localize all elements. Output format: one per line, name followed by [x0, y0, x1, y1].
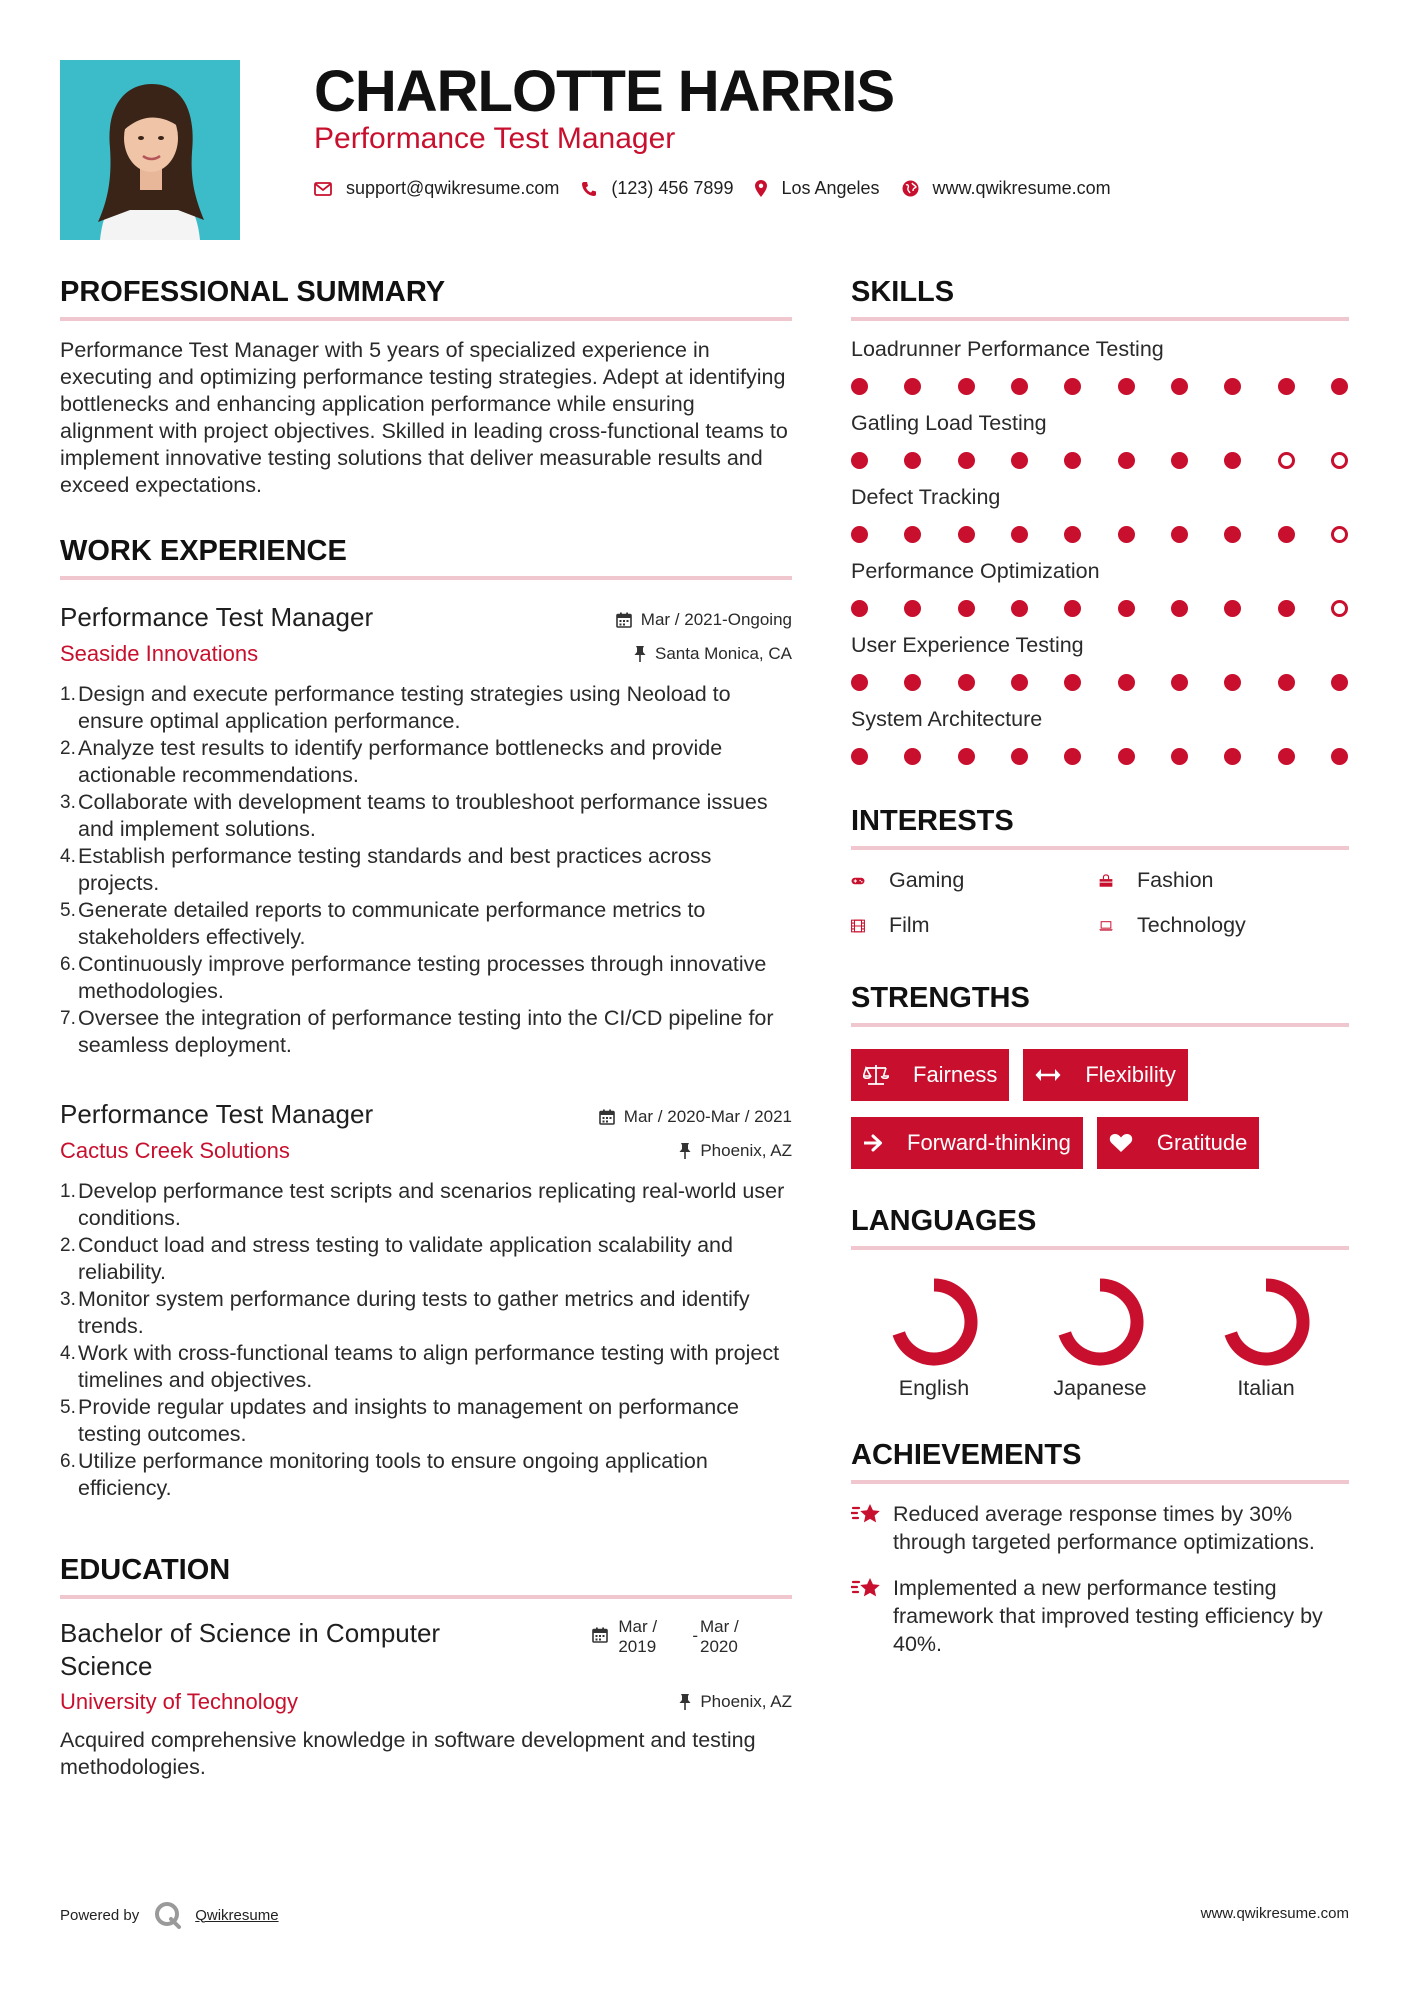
rating-dot-filled: [851, 748, 868, 765]
skill-name: User Experience Testing: [851, 633, 1084, 657]
interest-item: [1099, 913, 1349, 938]
strength-label: Gratitude: [1156, 1130, 1248, 1155]
job-location: [679, 1141, 792, 1161]
job-title: Performance Test Manager: [60, 602, 374, 632]
education-start-date: Mar / 2019: [618, 1617, 658, 1656]
professional-summary-section: [60, 276, 792, 499]
rating-dot-filled: [1278, 378, 1295, 395]
rating-dot-empty: [1331, 600, 1348, 617]
arrow-right-icon: [863, 1134, 895, 1152]
interest-item: [851, 913, 1099, 938]
job-bullet: [60, 1178, 792, 1232]
bullet-text: Continuously improve performance testing processes through innovative methodologies.: [78, 952, 767, 1003]
calendar-icon: [616, 612, 632, 628]
strength-label: Fairness: [913, 1062, 998, 1087]
job-bullet: [60, 897, 792, 951]
job-bullet: [60, 1286, 792, 1340]
skill-rating: [851, 452, 1349, 469]
bullet-text: Oversee the integration of performance testing into the CI/CD pipeline for seamless deployment.: [78, 1006, 774, 1057]
laptop-icon: [1099, 917, 1125, 935]
shopping-bag-icon: [1099, 871, 1125, 891]
rating-dot-filled: [1118, 600, 1135, 617]
language-level-arc: [899, 1285, 971, 1359]
skill-item: [851, 337, 1349, 395]
job-dates: [599, 1107, 792, 1127]
candidate-name: CHARLOTTE HARRIS: [314, 59, 895, 124]
skill-name: Loadrunner Performance Testing: [851, 337, 1164, 361]
film-icon: [851, 915, 877, 937]
job-list: [60, 602, 792, 1502]
language-name: Japanese: [1053, 1376, 1147, 1400]
rating-dot-filled: [1278, 526, 1295, 543]
job-bullet: [60, 681, 792, 735]
job-title: Performance Test Manager: [60, 1099, 374, 1129]
rating-dot-filled: [1118, 452, 1135, 469]
right-column: [851, 276, 1349, 1658]
rating-dot-filled: [958, 674, 975, 691]
section-heading: INTERESTS: [851, 805, 1349, 850]
rating-dot-filled: [1011, 748, 1028, 765]
skill-item: [851, 485, 1349, 543]
summary-text: Performance Test Manager with 5 years of specialized experience in executing and optimizing performance testing strategies. Adept at identifying bottlenecks and enhancing application performance while ensuring alignment with project objectives. Skilled in leading cross-functional teams to implement innovative testing solutions that deliver measurable results and exceed expectations.: [60, 338, 788, 497]
rating-dot-filled: [1064, 600, 1081, 617]
rating-dot-filled: [1278, 748, 1295, 765]
education-location-text: Phoenix, AZ: [700, 1692, 792, 1711]
contact-website-text: www.qwikresume.com: [932, 178, 1111, 198]
star-award-icon: [851, 1500, 893, 1556]
section-heading: SKILLS: [851, 276, 1349, 321]
rating-dot-filled: [904, 378, 921, 395]
rating-dot-filled: [1171, 378, 1188, 395]
skill-name: Performance Optimization: [851, 559, 1100, 583]
education-location: [679, 1692, 792, 1712]
star-award-icon: [851, 1574, 893, 1658]
skill-item: [851, 559, 1349, 617]
rating-dot-filled: [1118, 748, 1135, 765]
job-bullet: [60, 1340, 792, 1394]
bullet-number: 5.: [60, 900, 76, 921]
job-bullet: [60, 1448, 792, 1502]
contact-bar: [314, 178, 1133, 199]
rating-dot-filled: [1224, 526, 1241, 543]
bullet-text: Utilize performance monitoring tools to ensure ongoing application efficiency.: [78, 1449, 708, 1500]
bullet-text: Collaborate with development teams to troubleshoot performance issues and implement solutions.: [78, 790, 768, 841]
achievement-list: [851, 1500, 1349, 1658]
rating-dot-filled: [904, 452, 921, 469]
rating-dot-filled: [958, 452, 975, 469]
rating-dot-filled: [904, 526, 921, 543]
interest-item: [851, 868, 1099, 893]
skill-list: [851, 337, 1349, 765]
interest-label: Gaming: [889, 868, 965, 892]
skill-item: [851, 411, 1349, 469]
footer-powered-by: [60, 1900, 279, 1930]
section-heading: EDUCATION: [60, 1554, 792, 1599]
job-bullet: [60, 789, 792, 843]
bullet-number: 6.: [60, 954, 76, 975]
section-heading: LANGUAGES: [851, 1205, 1349, 1250]
rating-dot-filled: [1331, 748, 1348, 765]
achievement-item: [851, 1500, 1349, 1556]
rating-dot-empty: [1278, 452, 1295, 469]
map-pin-icon: [755, 180, 767, 197]
job-dates: [616, 610, 792, 630]
rating-dot-filled: [1278, 600, 1295, 617]
interest-list: [851, 868, 1349, 938]
job-bullet-list: [60, 681, 792, 1059]
contact-email[interactable]: [314, 178, 559, 199]
rating-dot-filled: [851, 600, 868, 617]
strength-tag: [851, 1049, 1009, 1101]
language-name: English: [898, 1376, 970, 1400]
rating-dot-filled: [1278, 674, 1295, 691]
education-entry: [60, 1617, 792, 1781]
skills-section: [851, 276, 1349, 765]
rating-dot-empty: [1331, 526, 1348, 543]
skill-rating: [851, 378, 1349, 395]
rating-dot-filled: [1118, 674, 1135, 691]
rating-dot-filled: [1171, 674, 1188, 691]
contact-phone[interactable]: [581, 178, 733, 199]
bullet-number: 3.: [60, 1289, 76, 1310]
achievement-text: Implemented a new performance testing framework that improved testing efficiency by 40%.: [893, 1576, 1323, 1656]
skill-item: [851, 633, 1349, 691]
section-heading: ACHIEVEMENTS: [851, 1439, 1349, 1484]
powered-by-label: Powered by: [60, 1906, 140, 1924]
bullet-number: 6.: [60, 1451, 76, 1472]
language-item: [1183, 1276, 1349, 1401]
date-separator: -: [692, 1626, 698, 1645]
pushpin-icon: [679, 1694, 691, 1710]
interest-label: Film: [889, 913, 930, 937]
rating-dot-filled: [1064, 452, 1081, 469]
rating-dot-filled: [851, 674, 868, 691]
language-proficiency-ring: [888, 1276, 980, 1368]
rating-dot-filled: [1064, 526, 1081, 543]
rating-dot-filled: [1011, 452, 1028, 469]
job-entry: [60, 602, 792, 1059]
rating-dot-filled: [1224, 600, 1241, 617]
calendar-icon: [599, 1109, 615, 1125]
bullet-number: 5.: [60, 1397, 76, 1418]
rating-dot-filled: [1011, 526, 1028, 543]
rating-dot-filled: [904, 600, 921, 617]
education-section: [60, 1554, 792, 1781]
bullet-text: Conduct load and stress testing to validate application scalability and reliability.: [78, 1233, 733, 1284]
rating-dot-filled: [1224, 452, 1241, 469]
achievement-item: [851, 1574, 1349, 1658]
achievements-section: [851, 1439, 1349, 1658]
bullet-text: Design and execute performance testing strategies using Neoload to ensure optimal application performance.: [78, 682, 731, 733]
bullet-number: 4.: [60, 846, 76, 867]
job-bullet: [60, 735, 792, 789]
bullet-text: Generate detailed reports to communicate performance metrics to stakeholders effectively.: [78, 898, 706, 949]
job-bullet: [60, 843, 792, 897]
skill-name: Defect Tracking: [851, 485, 1001, 509]
pushpin-icon: [679, 1143, 691, 1159]
rating-dot-filled: [1171, 600, 1188, 617]
left-column: [60, 276, 792, 1781]
language-level-arc: [1231, 1285, 1303, 1359]
section-heading: PROFESSIONAL SUMMARY: [60, 276, 792, 321]
bullet-number: 3.: [60, 792, 76, 813]
language-list: [851, 1276, 1349, 1401]
skill-rating: [851, 600, 1349, 617]
bullet-number: 1.: [60, 684, 76, 705]
bullet-text: Monitor system performance during tests to gather metrics and identify trends.: [78, 1287, 750, 1338]
pushpin-icon: [634, 646, 646, 662]
skill-rating: [851, 526, 1349, 543]
skill-name: Gatling Load Testing: [851, 411, 1047, 435]
bullet-text: Establish performance testing standards and best practices across projects.: [78, 844, 712, 895]
balance-scale-icon: [863, 1064, 901, 1086]
education-end-date: Mar / 2020: [700, 1617, 739, 1656]
rating-dot-filled: [1331, 674, 1348, 691]
job-dates-text: Mar / 2021-Ongoing: [640, 610, 792, 629]
contact-website[interactable]: [902, 178, 1111, 199]
strength-label: Flexibility: [1085, 1062, 1176, 1087]
rating-dot-filled: [1064, 674, 1081, 691]
rating-dot-filled: [1064, 378, 1081, 395]
job-location-text: Santa Monica, CA: [654, 644, 792, 663]
rating-dot-filled: [1011, 378, 1028, 395]
rating-dot-filled: [958, 748, 975, 765]
company-name: Cactus Creek Solutions: [60, 1138, 290, 1163]
language-name: Italian: [1237, 1376, 1295, 1400]
job-bullet-list: [60, 1178, 792, 1502]
education-description: Acquired comprehensive knowledge in software development and testing methodologies.: [60, 1728, 756, 1779]
rating-dot-filled: [958, 378, 975, 395]
calendar-icon: [592, 1627, 608, 1643]
bullet-text: Provide regular updates and insights to management on performance testing outcomes.: [78, 1395, 739, 1446]
rating-dot-filled: [904, 674, 921, 691]
phone-icon: [581, 181, 597, 197]
gamepad-icon: [851, 873, 877, 889]
work-experience-section: [60, 535, 792, 1502]
bullet-number: 4.: [60, 1343, 76, 1364]
skill-rating: [851, 674, 1349, 691]
rating-dot-filled: [851, 452, 868, 469]
bullet-text: Develop performance test scripts and scenarios replicating real-world user conditions.: [78, 1179, 785, 1230]
degree-title: Bachelor of Science in Computer Science: [60, 1618, 441, 1681]
rating-dot-filled: [904, 748, 921, 765]
interest-label: Fashion: [1137, 868, 1214, 892]
strength-label: Forward-thinking: [907, 1130, 1071, 1155]
bullet-text: Analyze test results to identify performance bottlenecks and provide actionable recommendations.: [78, 736, 723, 787]
bullet-number: 2.: [60, 1235, 76, 1256]
languages-section: [851, 1205, 1349, 1401]
bullet-number: 2.: [60, 738, 76, 759]
job-bullet: [60, 1005, 792, 1059]
contact-location: [755, 178, 879, 199]
rating-dot-filled: [958, 526, 975, 543]
rating-dot-filled: [1171, 452, 1188, 469]
contact-email-text: support@qwikresume.com: [346, 178, 560, 198]
language-proficiency-ring: [1220, 1276, 1312, 1368]
achievement-text: Reduced average response times by 30% through targeted performance optimizations.: [893, 1502, 1315, 1554]
rating-dot-filled: [1118, 378, 1135, 395]
rating-dot-filled: [1118, 526, 1135, 543]
strength-tag: [1097, 1117, 1260, 1169]
rating-dot-filled: [1331, 378, 1348, 395]
school-name: University of Technology: [60, 1689, 299, 1714]
language-item: [851, 1276, 1017, 1401]
rating-dot-filled: [1011, 674, 1028, 691]
strength-tag: [1023, 1049, 1187, 1101]
rating-dot-filled: [958, 600, 975, 617]
rating-dot-filled: [851, 378, 868, 395]
language-level-arc: [1065, 1285, 1137, 1359]
section-heading: WORK EXPERIENCE: [60, 535, 792, 580]
bullet-text: Work with cross-functional teams to align performance testing with project timelines and objectives.: [78, 1341, 780, 1392]
job-location-text: Phoenix, AZ: [700, 1141, 792, 1160]
section-heading: STRENGTHS: [851, 982, 1349, 1027]
education-dates: [592, 1617, 758, 1657]
rating-dot-filled: [1224, 748, 1241, 765]
bullet-number: 7.: [60, 1008, 76, 1029]
rating-dot-filled: [1171, 748, 1188, 765]
qwikresume-link[interactable]: Qwikresume: [195, 1906, 279, 1924]
heart-icon: [1109, 1133, 1145, 1153]
job-location: [634, 644, 792, 664]
rating-dot-filled: [1171, 526, 1188, 543]
language-item: [1017, 1276, 1183, 1401]
footer-website[interactable]: www.qwikresume.com: [1200, 1905, 1349, 1922]
skill-rating: [851, 748, 1349, 765]
rating-dot-filled: [1011, 600, 1028, 617]
language-proficiency-ring: [1054, 1276, 1146, 1368]
contact-location-text: Los Angeles: [781, 178, 880, 198]
candidate-title: Performance Test Manager: [314, 122, 676, 155]
rating-dot-filled: [1064, 748, 1081, 765]
interest-item: [1099, 868, 1349, 893]
rating-dot-filled: [1224, 674, 1241, 691]
rating-dot-empty: [1331, 452, 1348, 469]
job-bullet: [60, 1232, 792, 1286]
profile-photo: [60, 60, 240, 240]
company-name: Seaside Innovations: [60, 641, 259, 666]
job-bullet: [60, 951, 792, 1005]
job-dates-text: Mar / 2020-Mar / 2021: [623, 1107, 792, 1126]
bullet-number: 1.: [60, 1181, 76, 1202]
job-entry: [60, 1099, 792, 1502]
strength-list: [851, 1049, 1349, 1169]
qwikresume-logo-icon: [153, 1900, 183, 1930]
skill-name: System Architecture: [851, 707, 1043, 731]
interest-label: Technology: [1137, 913, 1246, 937]
rating-dot-filled: [1224, 378, 1241, 395]
rating-dot-filled: [851, 526, 868, 543]
skill-item: [851, 707, 1349, 765]
interests-section: [851, 805, 1349, 938]
arrows-horizontal-icon: [1035, 1068, 1073, 1082]
globe-icon: [902, 180, 919, 197]
strength-tag: [851, 1117, 1083, 1169]
job-bullet: [60, 1394, 792, 1448]
envelope-icon: [314, 182, 332, 196]
person-portrait-icon: [60, 60, 240, 240]
contact-phone-text: (123) 456 7899: [611, 178, 734, 198]
strengths-section: [851, 982, 1349, 1169]
